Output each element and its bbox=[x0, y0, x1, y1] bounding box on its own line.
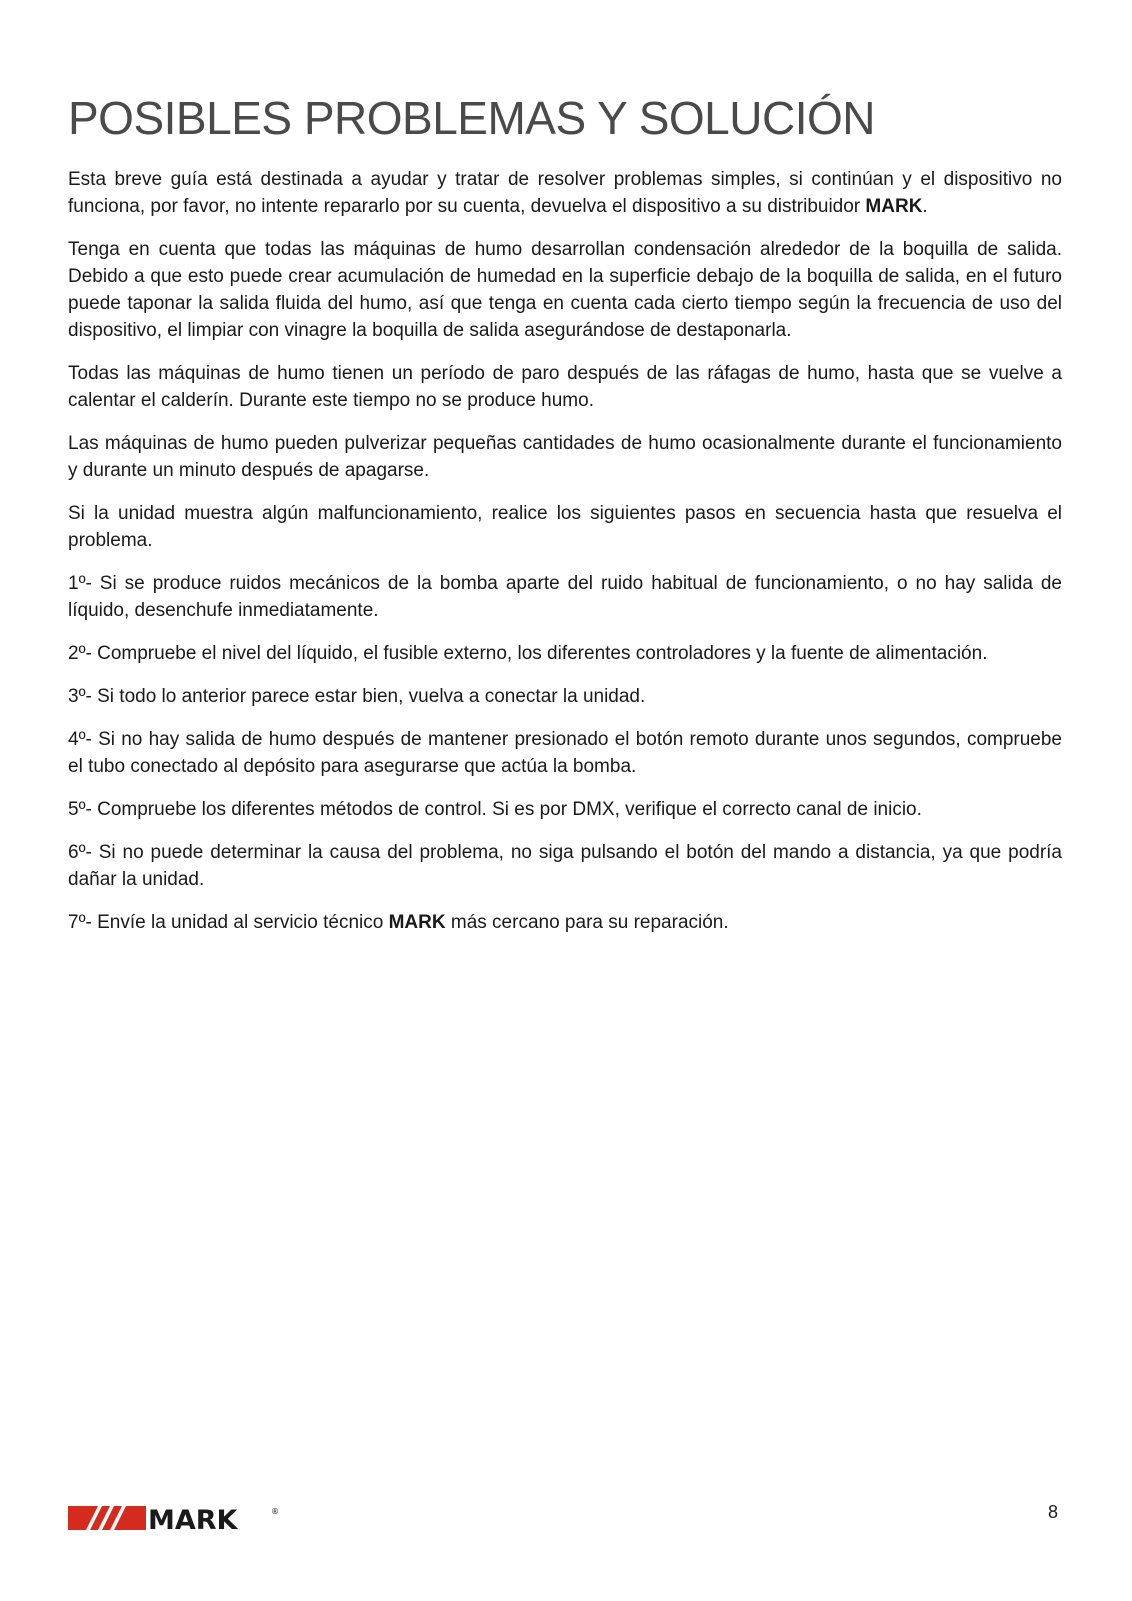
brand-name: MARK bbox=[388, 912, 446, 933]
intro-text: Esta breve guía está destinada a ayudar y tratar de resolver problemas simples, si continúan y el dispositivo no funciona, por favor, no intente repararlo por su cuenta, devuelva el dispositivo a su distribuidor bbox=[68, 169, 1062, 217]
step-7-before: 7º- Envíe la unidad al servicio técnico bbox=[68, 912, 389, 933]
step-1: 1º- Si se produce ruidos mecánicos de la bomba aparte del ruido habitual de funcionamiento, o no hay salida de líquido, desenchufe inmediatamente. bbox=[68, 573, 1062, 621]
mark-logo bbox=[68, 1502, 280, 1532]
step-7-after: más cercano para su reparación. bbox=[445, 912, 729, 933]
document-page bbox=[68, 90, 1062, 952]
step-2: 2º- Compruebe el nivel del líquido, el fusible externo, los diferentes controladores y la fuente de alimentación. bbox=[68, 643, 988, 664]
paragraph-spray: Las máquinas de humo pueden pulverizar pequeñas cantidades de humo ocasionalmente durante el funcionamiento y durante un minuto después de apagarse. bbox=[68, 433, 1062, 481]
intro-end: . bbox=[922, 196, 928, 217]
paragraph-condensation: Tenga en cuenta que todas las máquinas de humo desarrollan condensación alrededor de la boquilla de salida. Debido a que esto puede crear acumulación de humedad en la superficie debajo de la boquilla de salida, en el futuro puede taponar la salida fluida del humo, así que tenga en cuenta cada cierto tiempo según la frecuencia de uso del dispositivo, el limpiar con vinagre la boquilla de salida asegurándose de destaponarla. bbox=[68, 239, 1062, 341]
paragraph-pause-period: Todas las máquinas de humo tienen un período de paro después de las ráfagas de humo, hasta que se vuelve a calentar el calderín. Durante este tiempo no se produce humo. bbox=[68, 363, 1062, 411]
step-5: 5º- Compruebe los diferentes métodos de control. Si es por DMX, verifique el correcto canal de inicio. bbox=[68, 799, 922, 820]
logo-registered-mark: ® bbox=[271, 1507, 279, 1516]
paragraph-malfunction: Si la unidad muestra algún malfuncionamiento, realice los siguientes pasos en secuencia hasta que resuelva el problema. bbox=[68, 503, 1062, 551]
page-number: 8 bbox=[1048, 1502, 1059, 1522]
step-6: 6º- Si no puede determinar la causa del problema, no siga pulsando el botón del mando a distancia, ya que podría dañar la unidad. bbox=[68, 842, 1062, 890]
step-4: 4º- Si no hay salida de humo después de mantener presionado el botón remoto durante unos segundos, compruebe el tubo conectado al depósito para asegurarse que actúa la bomba. bbox=[68, 729, 1062, 777]
step-7 bbox=[68, 909, 1062, 936]
page-title: POSIBLES PROBLEMAS Y SOLUCIÓN bbox=[68, 92, 875, 144]
intro-paragraph bbox=[68, 166, 1062, 220]
step-3: 3º- Si todo lo anterior parece estar bien, vuelva a conectar la unidad. bbox=[68, 686, 646, 707]
brand-name: MARK bbox=[865, 196, 923, 217]
logo-wordmark: MARK bbox=[148, 1505, 238, 1532]
